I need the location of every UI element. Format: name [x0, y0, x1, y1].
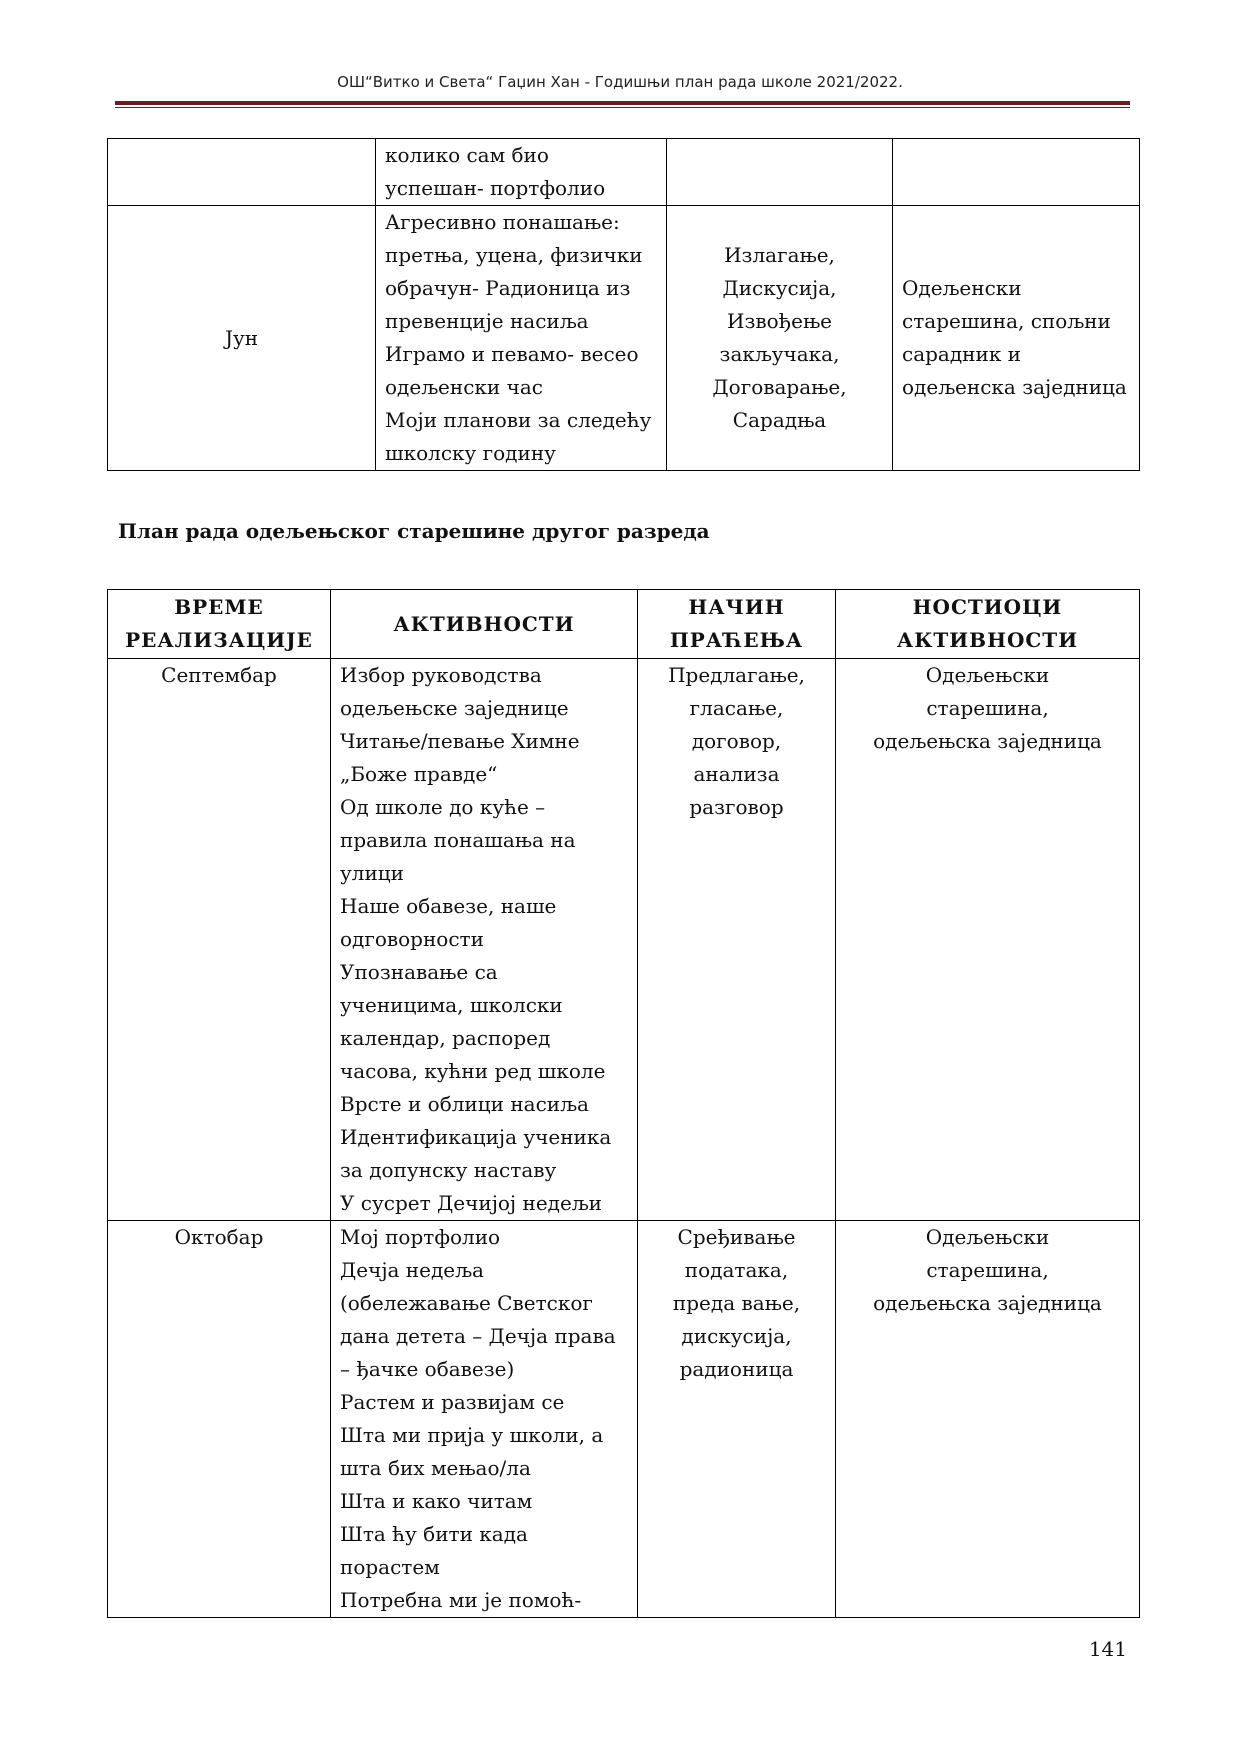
activity-line: шта бих мењао/ла — [340, 1456, 531, 1480]
participants-line: сарадник и — [902, 342, 1022, 366]
activity-line: улици — [340, 861, 404, 885]
method-line: радионица — [679, 1357, 794, 1381]
method-line: Извођење — [727, 309, 832, 333]
method-line: Сређивање — [677, 1225, 796, 1249]
activity-line: Агресивно понашање: — [385, 210, 620, 234]
activity-line: Наше обавезе, наше — [340, 894, 557, 918]
method-line: Дискусија, — [722, 276, 837, 300]
method-line: преда вање, — [672, 1291, 801, 1315]
method-line: дискусија, — [681, 1324, 792, 1348]
activity-line: – ђачке обавезе) — [340, 1357, 515, 1381]
page-number: 141 — [1088, 1637, 1127, 1661]
time-cell: Октобар — [108, 1221, 331, 1618]
header-time — [108, 590, 331, 659]
activity-line: за допунску наставу — [340, 1158, 557, 1182]
activity-line: Шта ћу бити када — [340, 1522, 528, 1546]
activity-line: Читање/певање Химне — [340, 729, 580, 753]
header-activities — [331, 590, 638, 659]
plan-table-second-grade — [107, 589, 1140, 1618]
activity-line: Шта и како читам — [340, 1489, 533, 1513]
activity-line: одељењске заједнице — [340, 696, 569, 720]
activity-line: Играмо и певамо- весео — [385, 342, 639, 366]
activity-line: порастем — [340, 1555, 440, 1579]
header-line: АКТИВНОСТИ — [393, 611, 575, 636]
participants-line: старешина, спољни — [902, 309, 1111, 333]
activity-line: одељенски час — [385, 375, 543, 399]
participants-cell — [893, 206, 1140, 471]
activity-line: обрачун- Радионица из — [385, 276, 631, 300]
activities-cell — [376, 139, 667, 206]
participants-cell — [893, 139, 1140, 206]
activity-line: У сусрет Дечијој недељи — [340, 1191, 603, 1215]
activity-line: Избор руководства — [340, 663, 542, 687]
activity-line: Шта ми прија у школи, а — [340, 1423, 604, 1447]
method-line: Договарање, — [712, 375, 847, 399]
activity-line: Идентификација ученика — [340, 1125, 612, 1149]
header-line: ВРЕМЕ — [174, 595, 264, 619]
time-cell: Септембар — [108, 659, 331, 1221]
activity-line: Дечја недеља — [340, 1258, 484, 1282]
participants-cell — [836, 659, 1140, 1221]
participants-line: одељенска заједница — [902, 375, 1127, 399]
participants-line: Одељењски — [925, 1225, 1050, 1249]
activity-line: Моји планови за следећу — [385, 408, 652, 432]
header-participants — [836, 590, 1140, 659]
participants-line: старешина, — [926, 696, 1049, 720]
running-header: ОШ“Витко и Света“ Гаџин Хан - Годишњи план рада школе 2021/2022. — [337, 73, 903, 91]
table-header-row — [108, 590, 1140, 659]
table-row — [108, 1221, 1140, 1618]
method-cell — [638, 1221, 836, 1618]
method-line: Сарадња — [732, 408, 827, 432]
activity-line: успешан- портфолио — [385, 176, 606, 200]
activity-line: „Боже правде“ — [340, 762, 498, 786]
header-line: НАЧИН — [688, 595, 785, 619]
activity-line: Мој портфолио — [340, 1225, 501, 1249]
activity-line: Врсте и облици насиља — [340, 1092, 589, 1116]
participants-line: одељењска заједница — [873, 1291, 1102, 1315]
participants-line: Одељењски — [925, 663, 1050, 687]
activity-line: правила понашања на — [340, 828, 576, 852]
time-cell — [108, 139, 376, 206]
activity-line: (обележавање Светског — [340, 1291, 593, 1315]
plan-table-continued — [107, 138, 1140, 471]
header-line: АКТИВНОСТИ — [896, 628, 1079, 652]
header-line: НОСТИОЦИ — [912, 595, 1063, 619]
activity-line: Потребна ми је помоћ- — [340, 1588, 582, 1612]
header-rule-thin — [115, 107, 1130, 108]
table-row — [108, 659, 1140, 1221]
section-title: План рада одељењског старешине другог разреда — [118, 519, 710, 543]
table-row — [108, 206, 1140, 471]
activity-line: Растем и развијам се — [340, 1390, 565, 1414]
activity-line: дана детета – Дечја права — [340, 1324, 616, 1348]
method-line: Предлагање, — [668, 663, 805, 687]
activity-line: колико сам био — [385, 143, 549, 167]
activity-line: школску годину — [385, 441, 556, 465]
header-method — [638, 590, 836, 659]
activity-line: Упознавање са — [340, 960, 498, 984]
header-line: РЕАЛИЗАЦИЈЕ — [125, 628, 313, 652]
participants-line: Одељенски — [902, 276, 1022, 300]
activity-line: Од школе до куће – — [340, 795, 546, 819]
participants-line: одељењска заједница — [873, 729, 1102, 753]
activities-cell — [331, 659, 638, 1221]
method-line: анализа — [693, 762, 780, 786]
participants-cell — [836, 1221, 1140, 1618]
activity-line: календар, распоред — [340, 1026, 551, 1050]
participants-line: старешина, — [926, 1258, 1049, 1282]
method-line: разговор — [689, 795, 784, 819]
method-cell — [638, 659, 836, 1221]
method-line: гласање, — [689, 696, 784, 720]
method-cell — [667, 206, 893, 471]
activity-line: ученицима, школски — [340, 993, 563, 1017]
method-line: договор, — [691, 729, 782, 753]
method-cell — [667, 139, 893, 206]
time-cell: Јун — [108, 206, 376, 471]
activity-line: претња, уцена, физички — [385, 243, 643, 267]
method-line: закључака, — [719, 342, 840, 366]
activities-cell — [376, 206, 667, 471]
method-line: Излагање, — [724, 243, 835, 267]
method-line: података, — [684, 1258, 789, 1282]
activity-line: одговорности — [340, 927, 484, 951]
activity-line: превенције насиља — [385, 309, 589, 333]
table-row — [108, 139, 1140, 206]
activity-line: часова, кућни ред школе — [340, 1059, 606, 1083]
activities-cell — [331, 1221, 638, 1618]
header-rule-thick — [115, 101, 1130, 105]
header-line: ПРАЋЕЊА — [669, 628, 804, 652]
